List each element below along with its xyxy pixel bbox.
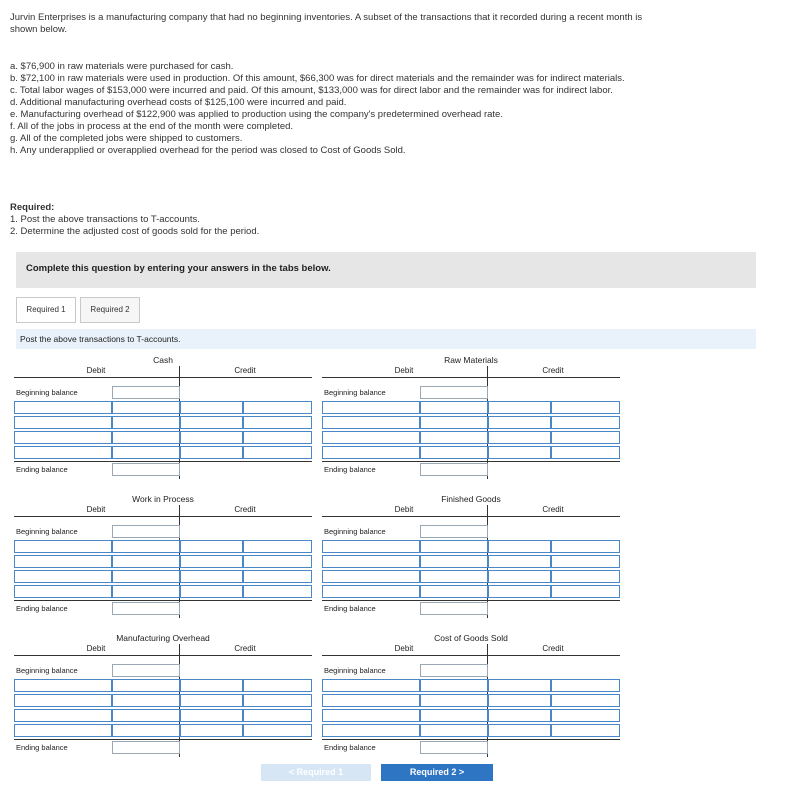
debit-description-input[interactable] [14,694,112,707]
banner-text: Complete this question by entering your answers in the tabs below. [26,263,331,274]
credit-header: Credit [234,644,256,653]
debit-description-input[interactable] [322,446,420,459]
debit-amount-input[interactable] [112,679,180,692]
credit-amount-input[interactable] [551,694,620,707]
entry-row [322,569,620,584]
beginning-balance-row [14,663,312,678]
credit-description-input[interactable] [180,416,243,429]
transaction-f: f. All of the jobs in process at the end of the month were completed. [10,121,294,132]
beginning-balance-row [322,385,620,400]
credit-header: Credit [542,366,564,375]
credit-description-input[interactable] [180,679,243,692]
credit-amount-input[interactable] [243,585,312,598]
ending-balance-row [14,601,312,616]
debit-amount-input[interactable] [420,724,488,737]
debit-description-input[interactable] [322,401,420,414]
entry-row [14,693,312,708]
ending-balance-row [322,462,620,477]
t-account-title: Finished Goods [441,494,501,504]
credit-description-input[interactable] [180,431,243,444]
debit-amount-input[interactable] [420,431,488,444]
t-account-raw-materials [322,355,620,481]
entry-row [322,400,620,415]
entry-row [322,584,620,599]
entry-row [14,430,312,445]
debit-amount-input[interactable] [112,585,180,598]
debit-amount-input[interactable] [112,401,180,414]
transaction-d: d. Additional manufacturing overhead costs of $125,100 were incurred and paid. [10,97,347,108]
debit-description-input[interactable] [322,540,420,553]
debit-description-input[interactable] [14,446,112,459]
credit-description-input[interactable] [488,724,551,737]
debit-amount-input[interactable] [112,431,180,444]
credit-description-input[interactable] [488,555,551,568]
debit-amount-input[interactable] [420,555,488,568]
debit-amount-input[interactable] [420,463,488,476]
debit-amount-input[interactable] [112,463,180,476]
required-item-2: 2. Determine the adjusted cost of goods sold for the period. [10,226,260,237]
entry-row [322,554,620,569]
debit-amount-input[interactable] [112,724,180,737]
credit-description-input[interactable] [488,401,551,414]
transaction-b: b. $72,100 in raw materials were used in production. Of this amount, $66,300 was for direct materials and the remainder was for indirect materials. [10,73,625,84]
t-account-title: Cost of Goods Sold [434,633,508,643]
required-section [10,202,259,238]
problem-intro: Jurvin Enterprises is a manufacturing company that had no beginning inventories. A subset of the transactions that it recorded during a recent month is shown below. [10,12,643,35]
t-account-cash [14,355,312,481]
debit-amount-input[interactable] [420,570,488,583]
entry-row [14,569,312,584]
credit-amount-input[interactable] [551,416,620,429]
beginning-balance-row [322,524,620,539]
debit-header: Debit [394,644,414,653]
credit-amount-input[interactable] [243,570,312,583]
debit-description-input[interactable] [322,724,420,737]
debit-amount-input[interactable] [420,741,488,754]
debit-amount-input[interactable] [112,741,180,754]
transaction-g: g. All of the completed jobs were shipped to customers. [10,133,243,144]
t-account-title: Cash [153,355,173,365]
credit-description-input[interactable] [488,694,551,707]
debit-amount-input[interactable] [112,602,180,615]
entry-row [322,693,620,708]
debit-description-input[interactable] [14,416,112,429]
entry-row [322,539,620,554]
debit-amount-input[interactable] [420,679,488,692]
transactions-list [10,61,630,157]
credit-description-input[interactable] [180,694,243,707]
beginning-balance-label: Beginning balance [324,388,386,397]
credit-amount-input[interactable] [243,416,312,429]
debit-header: Debit [86,644,106,653]
prev-button[interactable]: < Required 1 [261,764,371,781]
debit-description-input[interactable] [322,585,420,598]
entry-row [14,554,312,569]
credit-description-input[interactable] [180,446,243,459]
t-account-work-in-process [14,494,312,620]
next-button[interactable]: Required 2 > [381,764,493,781]
credit-amount-input[interactable] [243,431,312,444]
transaction-e: e. Manufacturing overhead of $122,900 was applied to production using the company's predetermined overhead rate. [10,109,503,120]
beginning-balance-row [14,385,312,400]
credit-description-input[interactable] [180,401,243,414]
credit-description-input[interactable] [488,540,551,553]
credit-amount-input[interactable] [243,679,312,692]
credit-description-input[interactable] [180,709,243,722]
instructions-banner [16,252,756,288]
ending-balance-label: Ending balance [324,465,376,474]
ending-balance-label: Ending balance [16,465,68,474]
credit-amount-input[interactable] [551,446,620,459]
credit-amount-input[interactable] [551,431,620,444]
transaction-a: a. $76,900 in raw materials were purchased for cash. [10,61,234,72]
credit-description-input[interactable] [180,724,243,737]
entry-row [14,584,312,599]
credit-amount-input[interactable] [551,555,620,568]
credit-amount-input[interactable] [243,555,312,568]
entry-row [14,708,312,723]
entry-row [322,678,620,693]
credit-header: Credit [542,644,564,653]
t-account-title: Work in Process [132,494,194,504]
credit-amount-input[interactable] [551,724,620,737]
credit-description-input[interactable] [180,585,243,598]
entry-row [14,400,312,415]
debit-amount-input[interactable] [420,446,488,459]
transaction-c: c. Total labor wages of $153,000 were incurred and paid. Of this amount, $133,000 was for direct labor and the remainder was for indirect labor. [10,85,613,96]
entry-row [322,415,620,430]
debit-description-input[interactable] [322,679,420,692]
credit-amount-input[interactable] [551,401,620,414]
entry-row [14,678,312,693]
debit-description-input[interactable] [14,540,112,553]
entry-row [322,430,620,445]
credit-description-input[interactable] [488,416,551,429]
debit-amount-input[interactable] [420,664,488,677]
t-account-finished-goods [322,494,620,620]
transaction-h: h. Any underapplied or overapplied overhead for the period was closed to Cost of Goods Sold. [10,145,406,156]
debit-header: Debit [86,505,106,514]
entry-row [322,445,620,460]
entry-row [322,723,620,738]
debit-amount-input[interactable] [112,525,180,538]
credit-amount-input[interactable] [243,694,312,707]
t-account-total-rule [322,600,620,601]
tab-instruction-bar [16,329,756,349]
beginning-balance-label: Beginning balance [16,527,78,536]
credit-amount-input[interactable] [551,540,620,553]
debit-amount-input[interactable] [420,602,488,615]
debit-amount-input[interactable] [112,709,180,722]
beginning-balance-row [322,663,620,678]
debit-description-input[interactable] [322,431,420,444]
debit-description-input[interactable] [322,555,420,568]
credit-header: Credit [234,505,256,514]
ending-balance-row [322,740,620,755]
credit-description-input[interactable] [488,679,551,692]
credit-description-input[interactable] [488,446,551,459]
debit-amount-input[interactable] [112,570,180,583]
debit-amount-input[interactable] [420,540,488,553]
debit-header: Debit [394,366,414,375]
ending-balance-label: Ending balance [16,743,68,752]
debit-amount-input[interactable] [420,525,488,538]
credit-description-input[interactable] [180,555,243,568]
ending-balance-label: Ending balance [324,604,376,613]
debit-description-input[interactable] [322,570,420,583]
debit-amount-input[interactable] [420,386,488,399]
debit-amount-input[interactable] [112,446,180,459]
debit-amount-input[interactable] [112,416,180,429]
credit-description-input[interactable] [488,585,551,598]
debit-description-input[interactable] [322,694,420,707]
debit-amount-input[interactable] [420,401,488,414]
debit-amount-input[interactable] [112,694,180,707]
credit-description-input[interactable] [488,570,551,583]
beginning-balance-row [14,524,312,539]
debit-amount-input[interactable] [112,540,180,553]
debit-description-input[interactable] [14,555,112,568]
beginning-balance-label: Beginning balance [324,527,386,536]
entry-row [322,708,620,723]
t-account-title: Manufacturing Overhead [116,633,210,643]
debit-description-input[interactable] [14,401,112,414]
credit-header: Credit [234,366,256,375]
credit-amount-input[interactable] [243,724,312,737]
debit-description-input[interactable] [14,709,112,722]
t-account-total-rule [322,739,620,740]
required-heading: Required: [10,202,55,213]
debit-description-input[interactable] [14,431,112,444]
credit-amount-input[interactable] [243,446,312,459]
debit-description-input[interactable] [14,585,112,598]
debit-header: Debit [86,366,106,375]
tab-instruction: Post the above transactions to T-accounts. [20,334,181,344]
entry-row [14,445,312,460]
tab-required-1[interactable]: Required 1 [16,297,76,323]
credit-description-input[interactable] [488,431,551,444]
debit-description-input[interactable] [322,709,420,722]
credit-amount-input[interactable] [551,570,620,583]
credit-amount-input[interactable] [551,709,620,722]
debit-description-input[interactable] [322,416,420,429]
credit-amount-input[interactable] [243,540,312,553]
debit-description-input[interactable] [14,570,112,583]
credit-header: Credit [542,505,564,514]
t-account-total-rule [14,461,312,462]
debit-amount-input[interactable] [112,386,180,399]
ending-balance-row [322,601,620,616]
entry-row [14,415,312,430]
t-account-total-rule [14,600,312,601]
debit-amount-input[interactable] [420,416,488,429]
t-account-total-rule [322,461,620,462]
credit-description-input[interactable] [488,709,551,722]
entry-row [14,539,312,554]
debit-amount-input[interactable] [112,664,180,677]
entry-row [14,723,312,738]
tab-required-2[interactable]: Required 2 [80,297,140,323]
credit-amount-input[interactable] [551,585,620,598]
t-account-manufacturing-overhead [14,633,312,759]
debit-amount-input[interactable] [420,694,488,707]
credit-amount-input[interactable] [243,709,312,722]
ending-balance-label: Ending balance [324,743,376,752]
beginning-balance-label: Beginning balance [16,388,78,397]
t-account-cost-of-goods-sold [322,633,620,759]
ending-balance-row [14,462,312,477]
debit-header: Debit [394,505,414,514]
debit-description-input[interactable] [14,724,112,737]
credit-description-input[interactable] [180,540,243,553]
credit-amount-input[interactable] [551,679,620,692]
debit-amount-input[interactable] [420,709,488,722]
debit-amount-input[interactable] [112,555,180,568]
debit-description-input[interactable] [14,679,112,692]
beginning-balance-label: Beginning balance [16,666,78,675]
t-account-total-rule [14,739,312,740]
credit-description-input[interactable] [180,570,243,583]
beginning-balance-label: Beginning balance [324,666,386,675]
required-item-1: 1. Post the above transactions to T-accounts. [10,214,200,225]
credit-amount-input[interactable] [243,401,312,414]
t-account-title: Raw Materials [444,355,498,365]
ending-balance-label: Ending balance [16,604,68,613]
ending-balance-row [14,740,312,755]
debit-amount-input[interactable] [420,585,488,598]
